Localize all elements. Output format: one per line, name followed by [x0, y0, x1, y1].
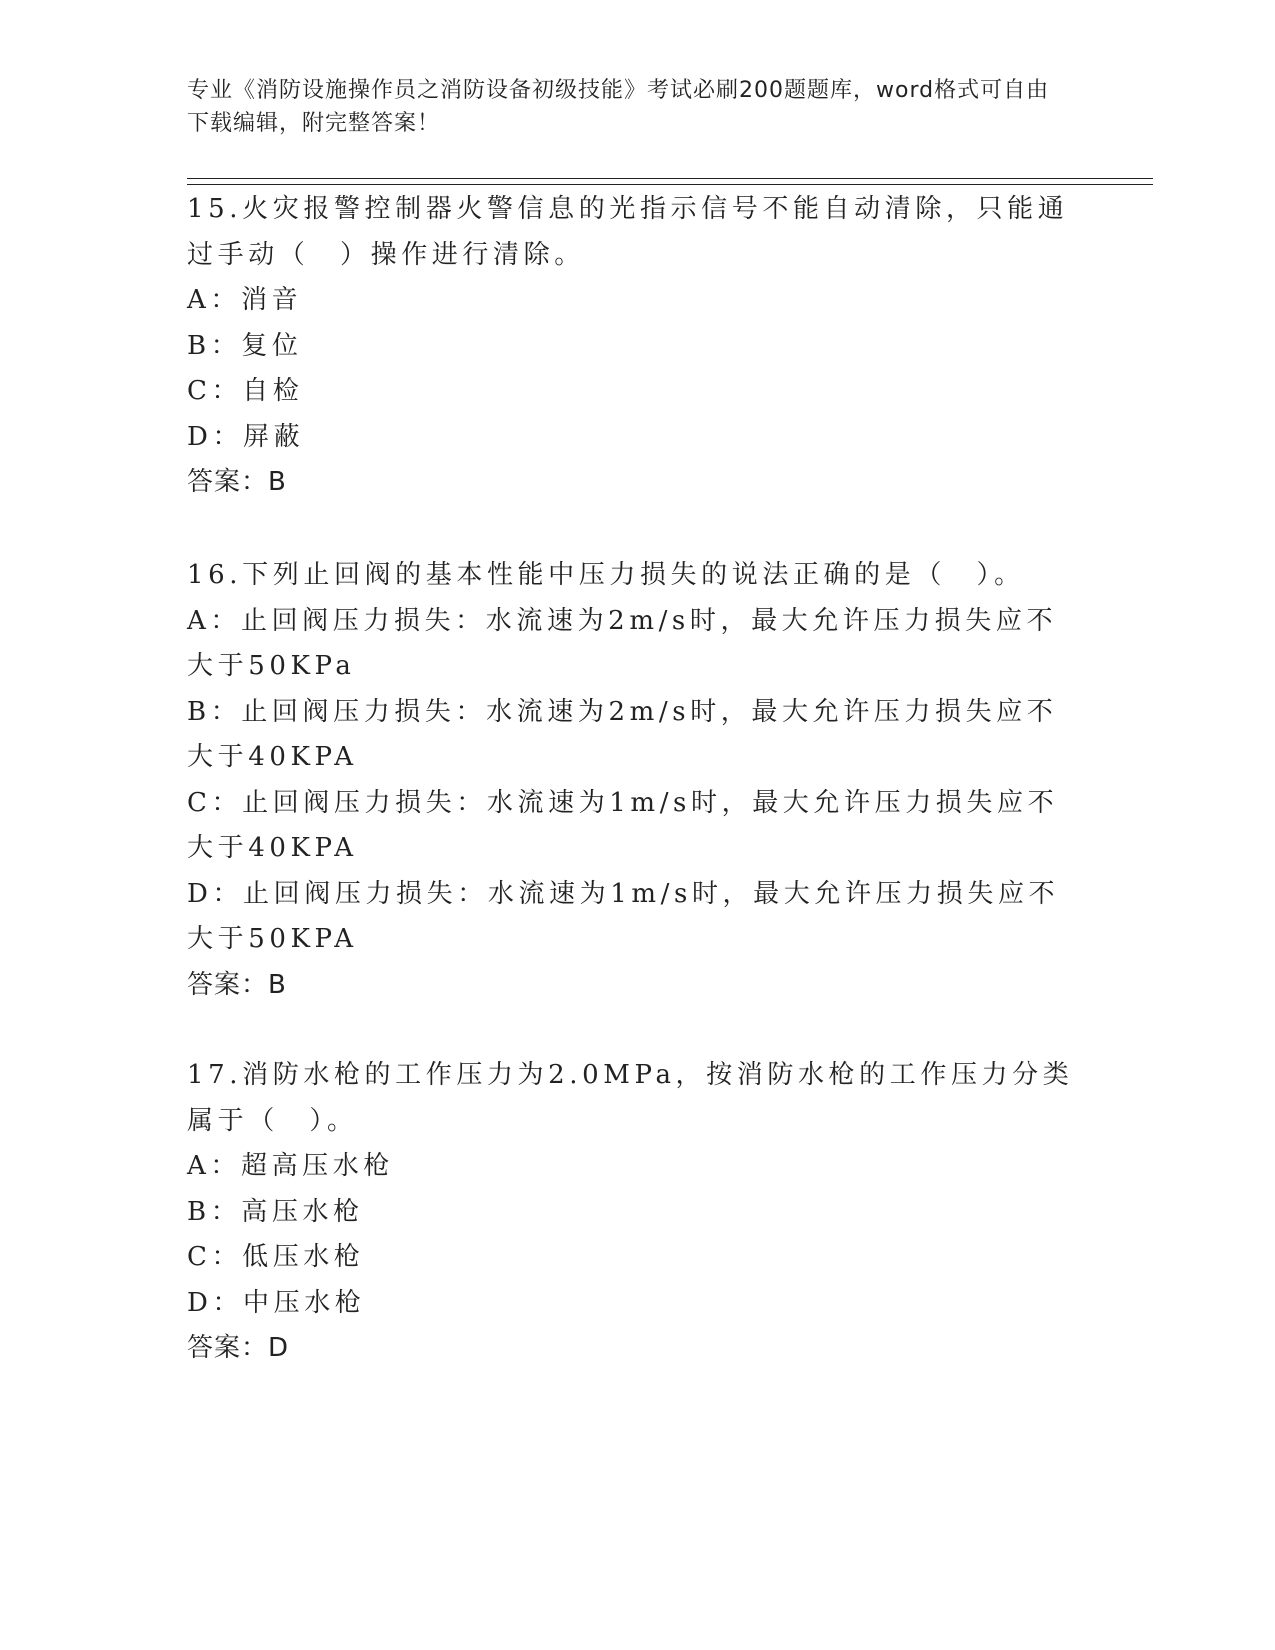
question-15: [187, 187, 1087, 506]
option-b: B：复位: [187, 330, 303, 361]
question-16: [187, 553, 1087, 1008]
option-d: D：屏蔽: [187, 421, 305, 452]
document-header: 专业《消防设施操作员之消防设备初级技能》考试必刷200题题库，word格式可自由下载编辑，附完整答案！: [187, 78, 1050, 136]
option-c: C：止回阀压力损失：水流速为1m/s时，最大允许压力损失应不大于40KPA: [187, 787, 1059, 863]
option-d: D：止回阀压力损失：水流速为1m/s时，最大允许压力损失应不大于50KPA: [187, 878, 1060, 954]
option-a: A：超高压水枪: [187, 1151, 394, 1181]
question-17: [187, 1053, 1087, 1372]
option-a: A：止回阀压力损失：水流速为2m/s时，最大允许压力损失应不大于50KPa: [187, 605, 1058, 681]
header-divider-bottom: [187, 184, 1153, 185]
option-b: B：止回阀压力损失：水流速为2m/s时，最大允许压力损失应不大于40KPA: [187, 696, 1058, 772]
answer: 答案：B: [187, 467, 287, 497]
option-d: D：中压水枪: [187, 1287, 366, 1318]
option-a: A：消音: [187, 285, 303, 315]
answer: 答案：B: [187, 969, 287, 1000]
option-c: C：自检: [187, 376, 304, 406]
option-b: B：高压水枪: [187, 1196, 364, 1227]
option-c: C：低压水枪: [187, 1242, 365, 1272]
header-divider-top: [187, 178, 1153, 179]
question-stem: 15.火灾报警控制器火警信息的光指示信号不能自动清除，只能通过手动（ ）操作进行清除。: [187, 194, 1069, 270]
answer: 答案：D: [187, 1333, 290, 1363]
question-stem: 16.下列止回阀的基本性能中压力损失的说法正确的是（ ）。: [187, 560, 1025, 590]
question-stem: 17.消防水枪的工作压力为2.0MPa，按消防水枪的工作压力分类属于（ ）。: [187, 1060, 1074, 1136]
